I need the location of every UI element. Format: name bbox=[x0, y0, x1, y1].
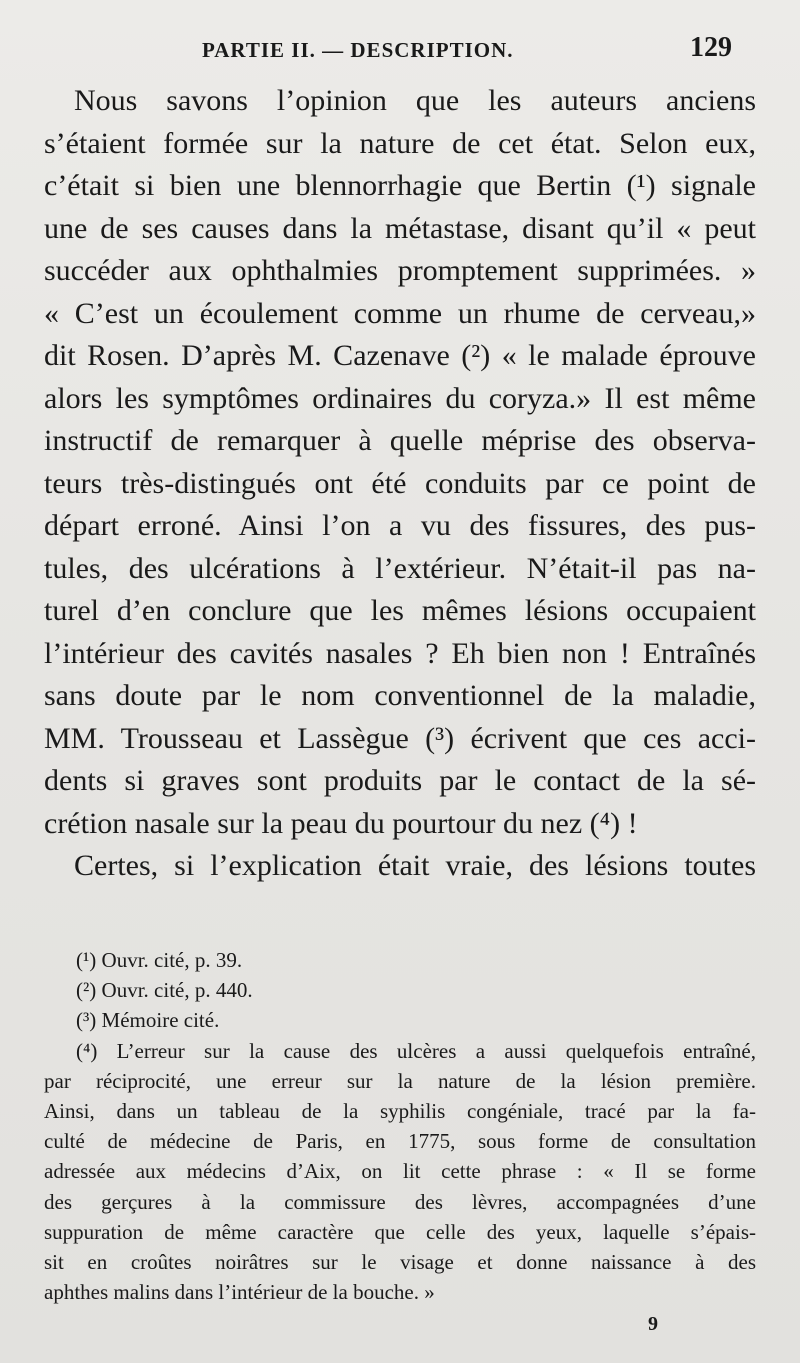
page-header bbox=[0, 32, 800, 72]
body-line: turel d’en conclure que les mêmes lésions occupaient bbox=[44, 594, 756, 627]
body-line: s’étaient formée sur la nature de cet état. Selon eux, bbox=[44, 126, 756, 160]
body-line: sans doute par le nom conventionnel de la maladie, bbox=[44, 679, 756, 712]
footnote-line: sit en croûtes noirâtres sur le visage et donne naissance à des bbox=[44, 1249, 756, 1274]
body-line: succéder aux ophthalmies promptement supprimées. » bbox=[44, 254, 756, 287]
body-line: teurs très-distingués ont été conduits par ce point de bbox=[44, 466, 756, 500]
body-line: Nous savons l’opinion que les auteurs anciens bbox=[74, 84, 756, 117]
signature-mark: 9 bbox=[648, 1313, 658, 1335]
body-line: une de ses causes dans la métastase, disant qu’il « peut bbox=[44, 211, 756, 245]
body-line: alors les symptômes ordinaires du coryza.» Il est même bbox=[44, 381, 756, 415]
body-line: dit Rosen. D’après M. Cazenave (²) « le malade éprouve bbox=[44, 339, 756, 372]
footnote-line: culté de médecine de Paris, en 1775, sous forme de consultation bbox=[44, 1129, 756, 1154]
body-line: instructif de remarquer à quelle méprise des observa- bbox=[44, 424, 756, 457]
footnote-line: aphthes malins dans l’intérieur de la bouche. » bbox=[44, 1280, 435, 1305]
footnote-line: adressée aux médecins d’Aix, on lit cette phrase : « Il se forme bbox=[44, 1159, 756, 1184]
footnote-line: par réciprocité, une erreur sur la nature de la lésion première. bbox=[44, 1068, 756, 1093]
footnote-line: Ainsi, dans un tableau de la syphilis congéniale, tracé par la fa- bbox=[44, 1098, 756, 1123]
body-line: c’était si bien une blennorrhagie que Bertin (¹) signale bbox=[44, 169, 756, 202]
footnote-line: suppuration de même caractère que celle des yeux, laquelle s’épais- bbox=[44, 1219, 756, 1244]
body-line: départ erroné. Ainsi l’on a vu des fissures, des pus- bbox=[44, 509, 756, 542]
footnote-line: des gerçures à la commissure des lèvres, accompagnées d’une bbox=[44, 1189, 756, 1214]
body-line: Certes, si l’explication était vraie, des lésions toutes bbox=[74, 849, 756, 882]
body-line: « C’est un écoulement comme un rhume de cerveau,» bbox=[44, 296, 756, 330]
footnote-line: (⁴) L’erreur sur la cause des ulcères a aussi quelquefois entraîné, bbox=[76, 1038, 756, 1063]
footnote-line: (³) Mémoire cité. bbox=[76, 1008, 220, 1033]
footnote-line: (²) Ouvr. cité, p. 440. bbox=[76, 978, 253, 1003]
body-line: crétion nasale sur la peau du pourtour du nez (⁴) ! bbox=[44, 806, 638, 840]
body-text bbox=[44, 80, 756, 888]
footnotes bbox=[44, 945, 756, 1307]
running-head: PARTIE II. — DESCRIPTION. bbox=[202, 38, 514, 62]
page-number: 129 bbox=[690, 32, 732, 63]
body-line: dents si graves sont produits par le contact de la sé- bbox=[44, 764, 756, 797]
body-line: tules, des ulcérations à l’extérieur. N’était-il pas na- bbox=[44, 551, 756, 585]
footnote-line: (¹) Ouvr. cité, p. 39. bbox=[76, 948, 243, 972]
body-line: MM. Trousseau et Lassègue (³) écrivent que ces acci- bbox=[44, 721, 756, 755]
body-line: l’intérieur des cavités nasales ? Eh bien non ! Entraînés bbox=[44, 636, 756, 670]
